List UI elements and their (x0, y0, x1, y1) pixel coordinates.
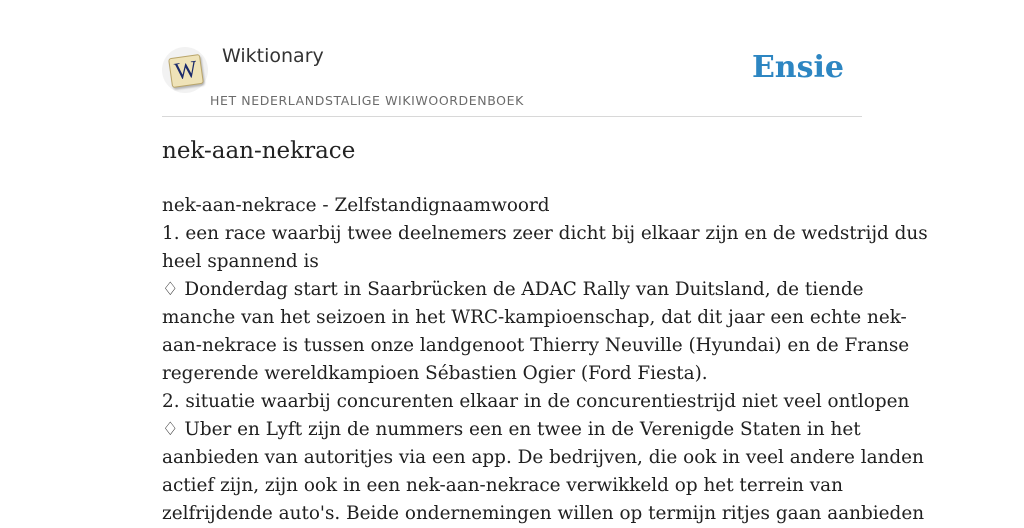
example-line: manche van het seizoen in het WRC-kampioenschap, dat dit jaar een echte nek- (162, 307, 907, 328)
page (162, 0, 928, 524)
example-line: actief zijn, zijn ook in een nek-aan-nekrace verwikkeld op het terrein van (162, 475, 843, 496)
site-title[interactable]: Wiktionary (222, 45, 324, 67)
definition-line: 2. situatie waarbij concurenten elkaar in de concurentiestrijd niet veel ontlopen (162, 391, 910, 412)
ensie-brand-logo[interactable]: Ensie (751, 50, 844, 85)
definition-line: 1. een race waarbij twee deelnemers zeer dicht bij elkaar zijn en de wedstrijd dus (162, 223, 928, 244)
definition-body (162, 192, 928, 528)
site-subtitle: HET NEDERLANDSTALIGE WIKIWOORDENBOEK (210, 93, 524, 108)
example-line: aanbieden van autoritjes via een app. De bedrijven, die ook in veel andere landen (162, 447, 924, 468)
logo-tile-icon: W (168, 54, 204, 88)
example-line: ♢ Donderdag start in Saarbrücken de ADAC Rally van Duitsland, de tiende (162, 279, 864, 300)
definition-line: nek-aan-nekrace - Zelfstandignaamwoord (162, 195, 550, 216)
page-title: nek-aan-nekrace (162, 138, 356, 164)
definition-line: heel spannend is (162, 251, 319, 272)
wiktionary-logo[interactable] (162, 47, 208, 93)
example-line: regerende wereldkampioen Sébastien Ogier (Ford Fiesta). (162, 363, 708, 384)
site-header (162, 0, 862, 117)
example-line: zelfrijdende auto's. Beide ondernemingen willen op termijn ritjes gaan aanbieden (162, 503, 925, 524)
example-line: ♢ Uber en Lyft zijn de nummers een en twee in de Verenigde Staten in het (162, 419, 861, 440)
example-line: aan-nekrace is tussen onze landgenoot Thierry Neuville (Hyundai) en de Franse (162, 335, 910, 356)
